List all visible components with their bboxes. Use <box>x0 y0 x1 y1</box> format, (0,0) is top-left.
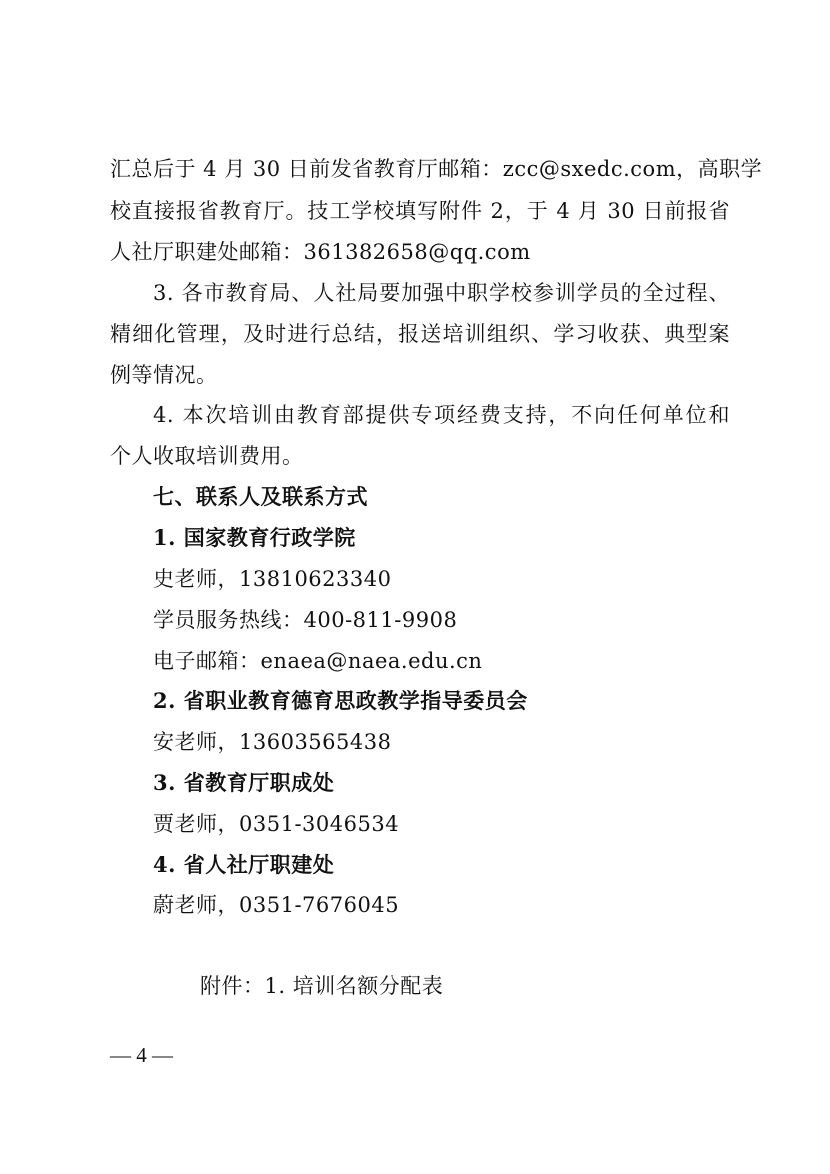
contact-4-line-1: 蔚老师，0351-7676045 <box>153 893 400 917</box>
paragraph-3-line-1: 4. 本次培训由教育部提供专项经费支持，不向任何单位和 <box>153 403 730 427</box>
contact-org-1: 1. 国家教育行政学院 <box>153 525 356 550</box>
contact-3-line-1: 贾老师，0351-3046534 <box>153 812 400 836</box>
paragraph-1-line-3: 人社厅职建处邮箱：361382658@qq.com <box>110 240 531 264</box>
section-heading: 七、联系人及联系方式 <box>153 484 368 509</box>
page-number: — 4 — <box>110 1043 173 1067</box>
paragraph-2-line-1: 3. 各市教育局、人社局要加强中职学校参训学员的全过程、 <box>153 281 730 305</box>
contact-org-4: 4. 省人社厅职建处 <box>153 852 335 877</box>
contact-1-line-3: 电子邮箱：enaea@naea.edu.cn <box>153 649 483 673</box>
contact-org-3: 3. 省教育厅职成处 <box>153 770 335 795</box>
attachment-line: 附件：1. 培训名额分配表 <box>200 974 444 998</box>
paragraph-1-line-1: 汇总后于 4 月 30 日前发省教育厅邮箱：zcc@sxedc.com，高职学 <box>110 157 763 181</box>
paragraph-2-line-2: 精细化管理，及时进行总结，报送培训组织、学习收获、典型案 <box>110 322 730 346</box>
contact-2-line-1: 安老师，13603565438 <box>153 730 392 754</box>
contact-1-line-1: 史老师，13810623340 <box>153 567 392 591</box>
paragraph-3-line-2: 个人收取培训费用。 <box>110 444 304 468</box>
contact-1-line-2: 学员服务热线：400-811-9908 <box>153 608 458 632</box>
contact-org-2: 2. 省职业教育德育思政教学指导委员会 <box>153 688 528 713</box>
paragraph-1-line-2: 校直接报省教育厅。技工学校填写附件 2，于 4 月 30 日前报省 <box>110 199 730 223</box>
paragraph-2-line-3: 例等情况。 <box>110 363 218 387</box>
